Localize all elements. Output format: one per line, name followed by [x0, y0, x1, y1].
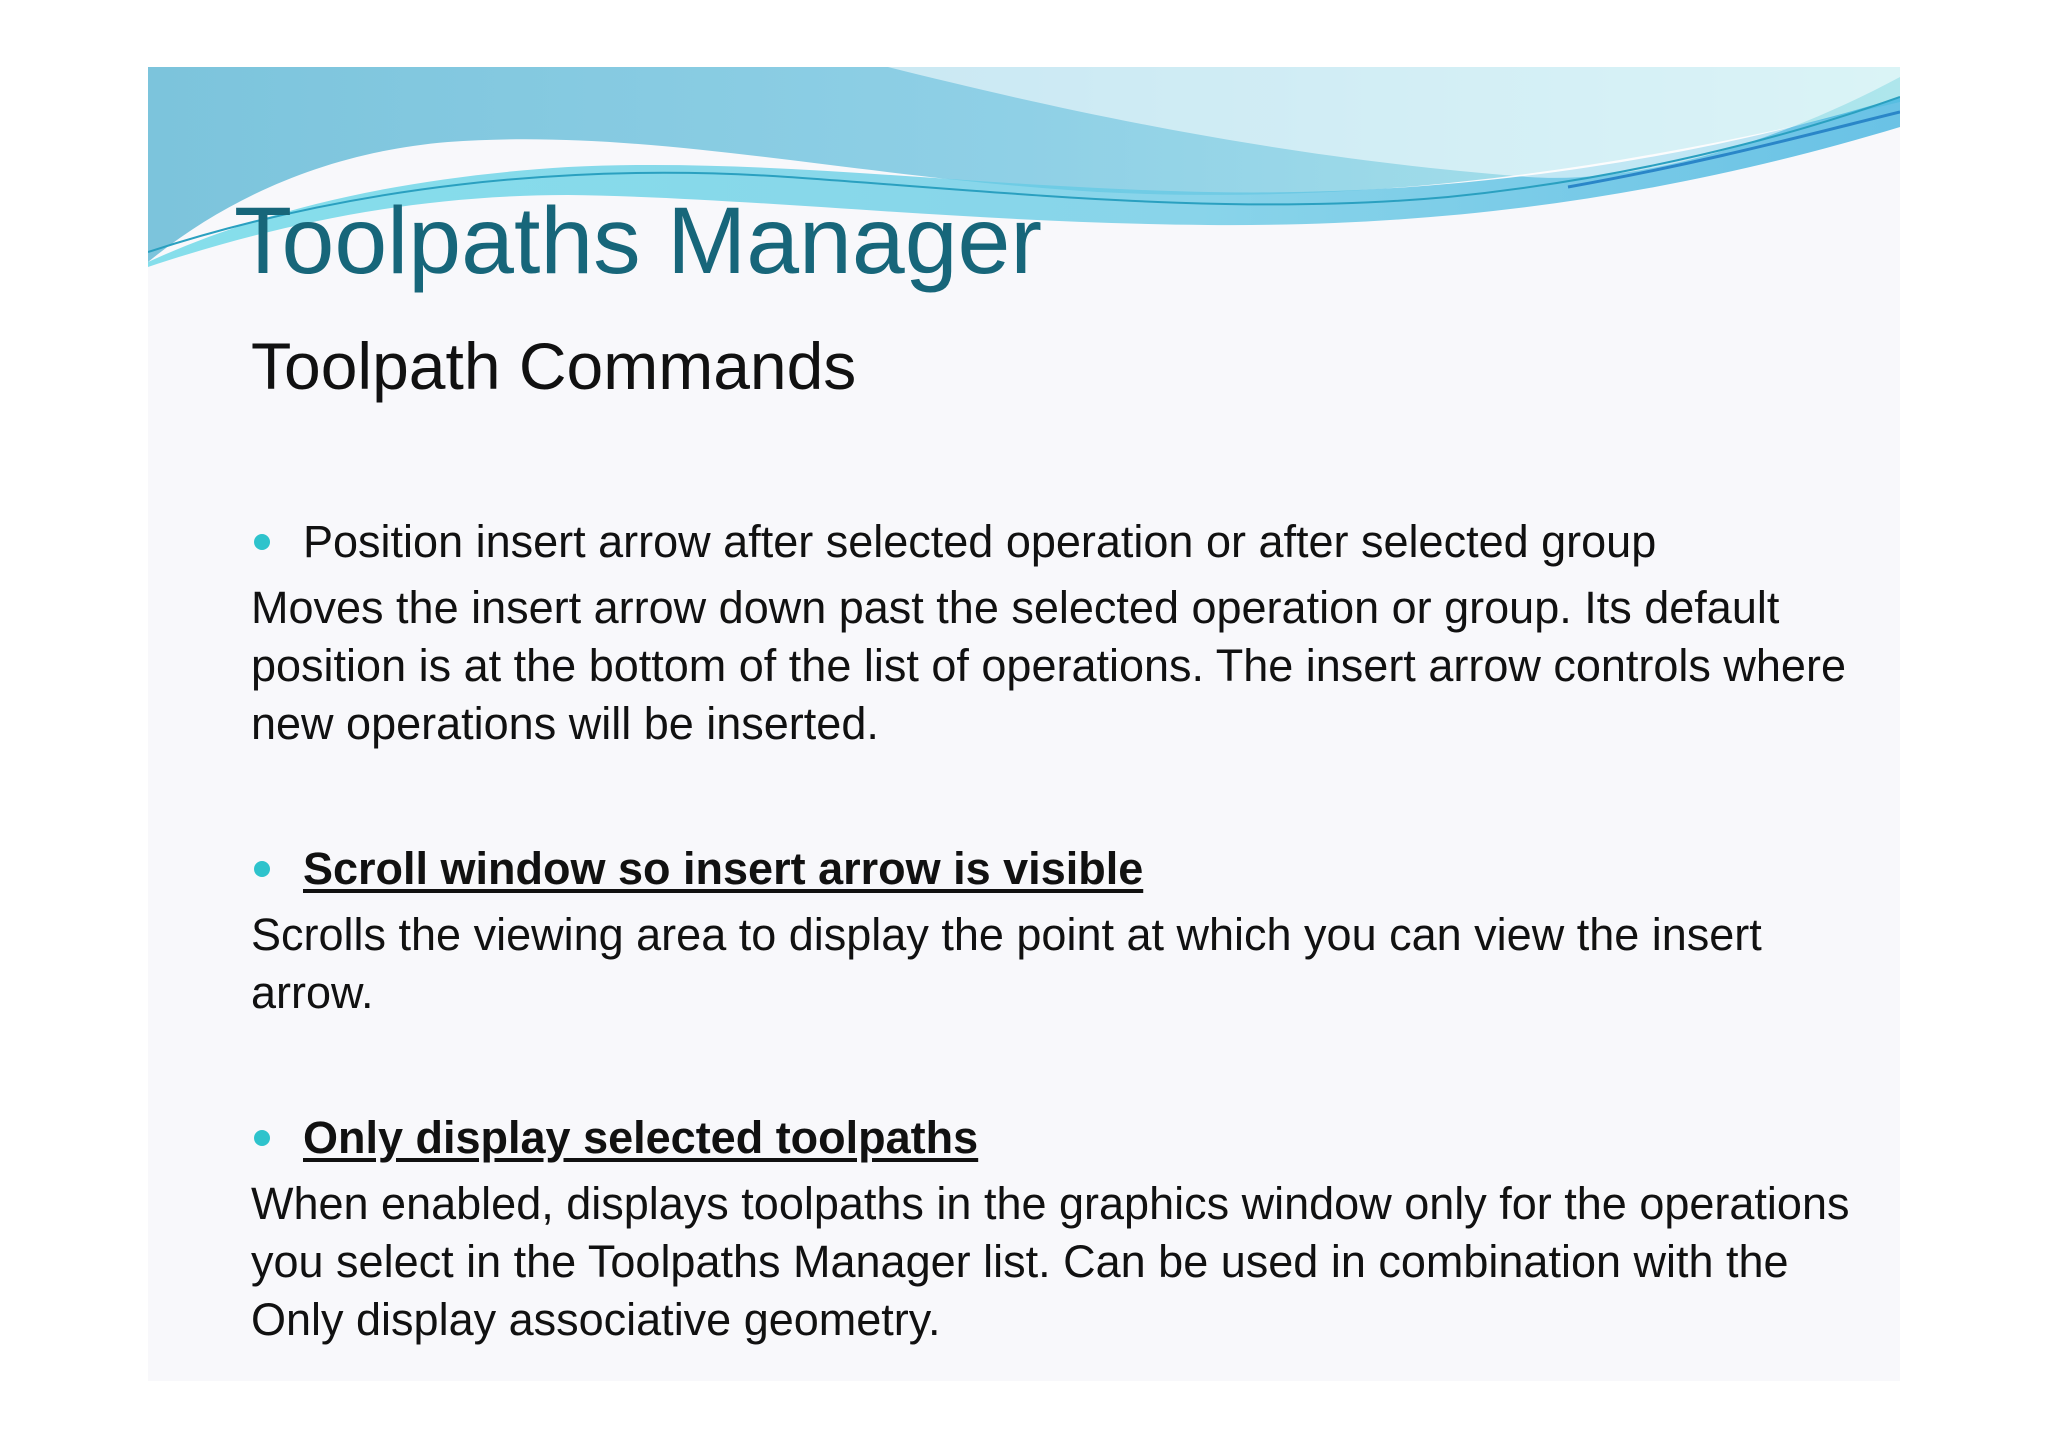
- command-item-only-display-selected: [251, 1109, 1871, 1349]
- bullet-row: [251, 840, 1871, 898]
- command-heading: Scroll window so insert arrow is visible: [303, 843, 1144, 894]
- command-description: Scrolls the viewing area to display the point at which you can view the insert arrow.: [251, 909, 1762, 1018]
- bullet-dot-icon: [254, 534, 270, 550]
- bullet-dot-icon: [254, 1130, 270, 1146]
- command-item-scroll-window: [251, 840, 1871, 1022]
- command-description: When enabled, displays toolpaths in the graphics window only for the operations you select in the Toolpaths Manager list. Can be used in combination with the Only display associative geometry.: [251, 1178, 1850, 1345]
- slide-subtitle: Toolpath Commands: [251, 329, 857, 403]
- command-description: Moves the insert arrow down past the selected operation or group. Its default position is at the bottom of the list of operations. The insert arrow controls where new operations will be inserted.: [251, 582, 1846, 749]
- slide-title: Toolpaths Manager: [234, 188, 1043, 294]
- bullet-row: [251, 1109, 1871, 1167]
- command-heading: Only display selected toolpaths: [303, 1112, 979, 1163]
- slide: [148, 67, 1900, 1381]
- bullet-dot-icon: [254, 861, 270, 877]
- command-item-position-insert-arrow: [251, 513, 1871, 753]
- command-heading: Position insert arrow after selected operation or after selected group: [303, 516, 1657, 567]
- bullet-row: [251, 513, 1871, 571]
